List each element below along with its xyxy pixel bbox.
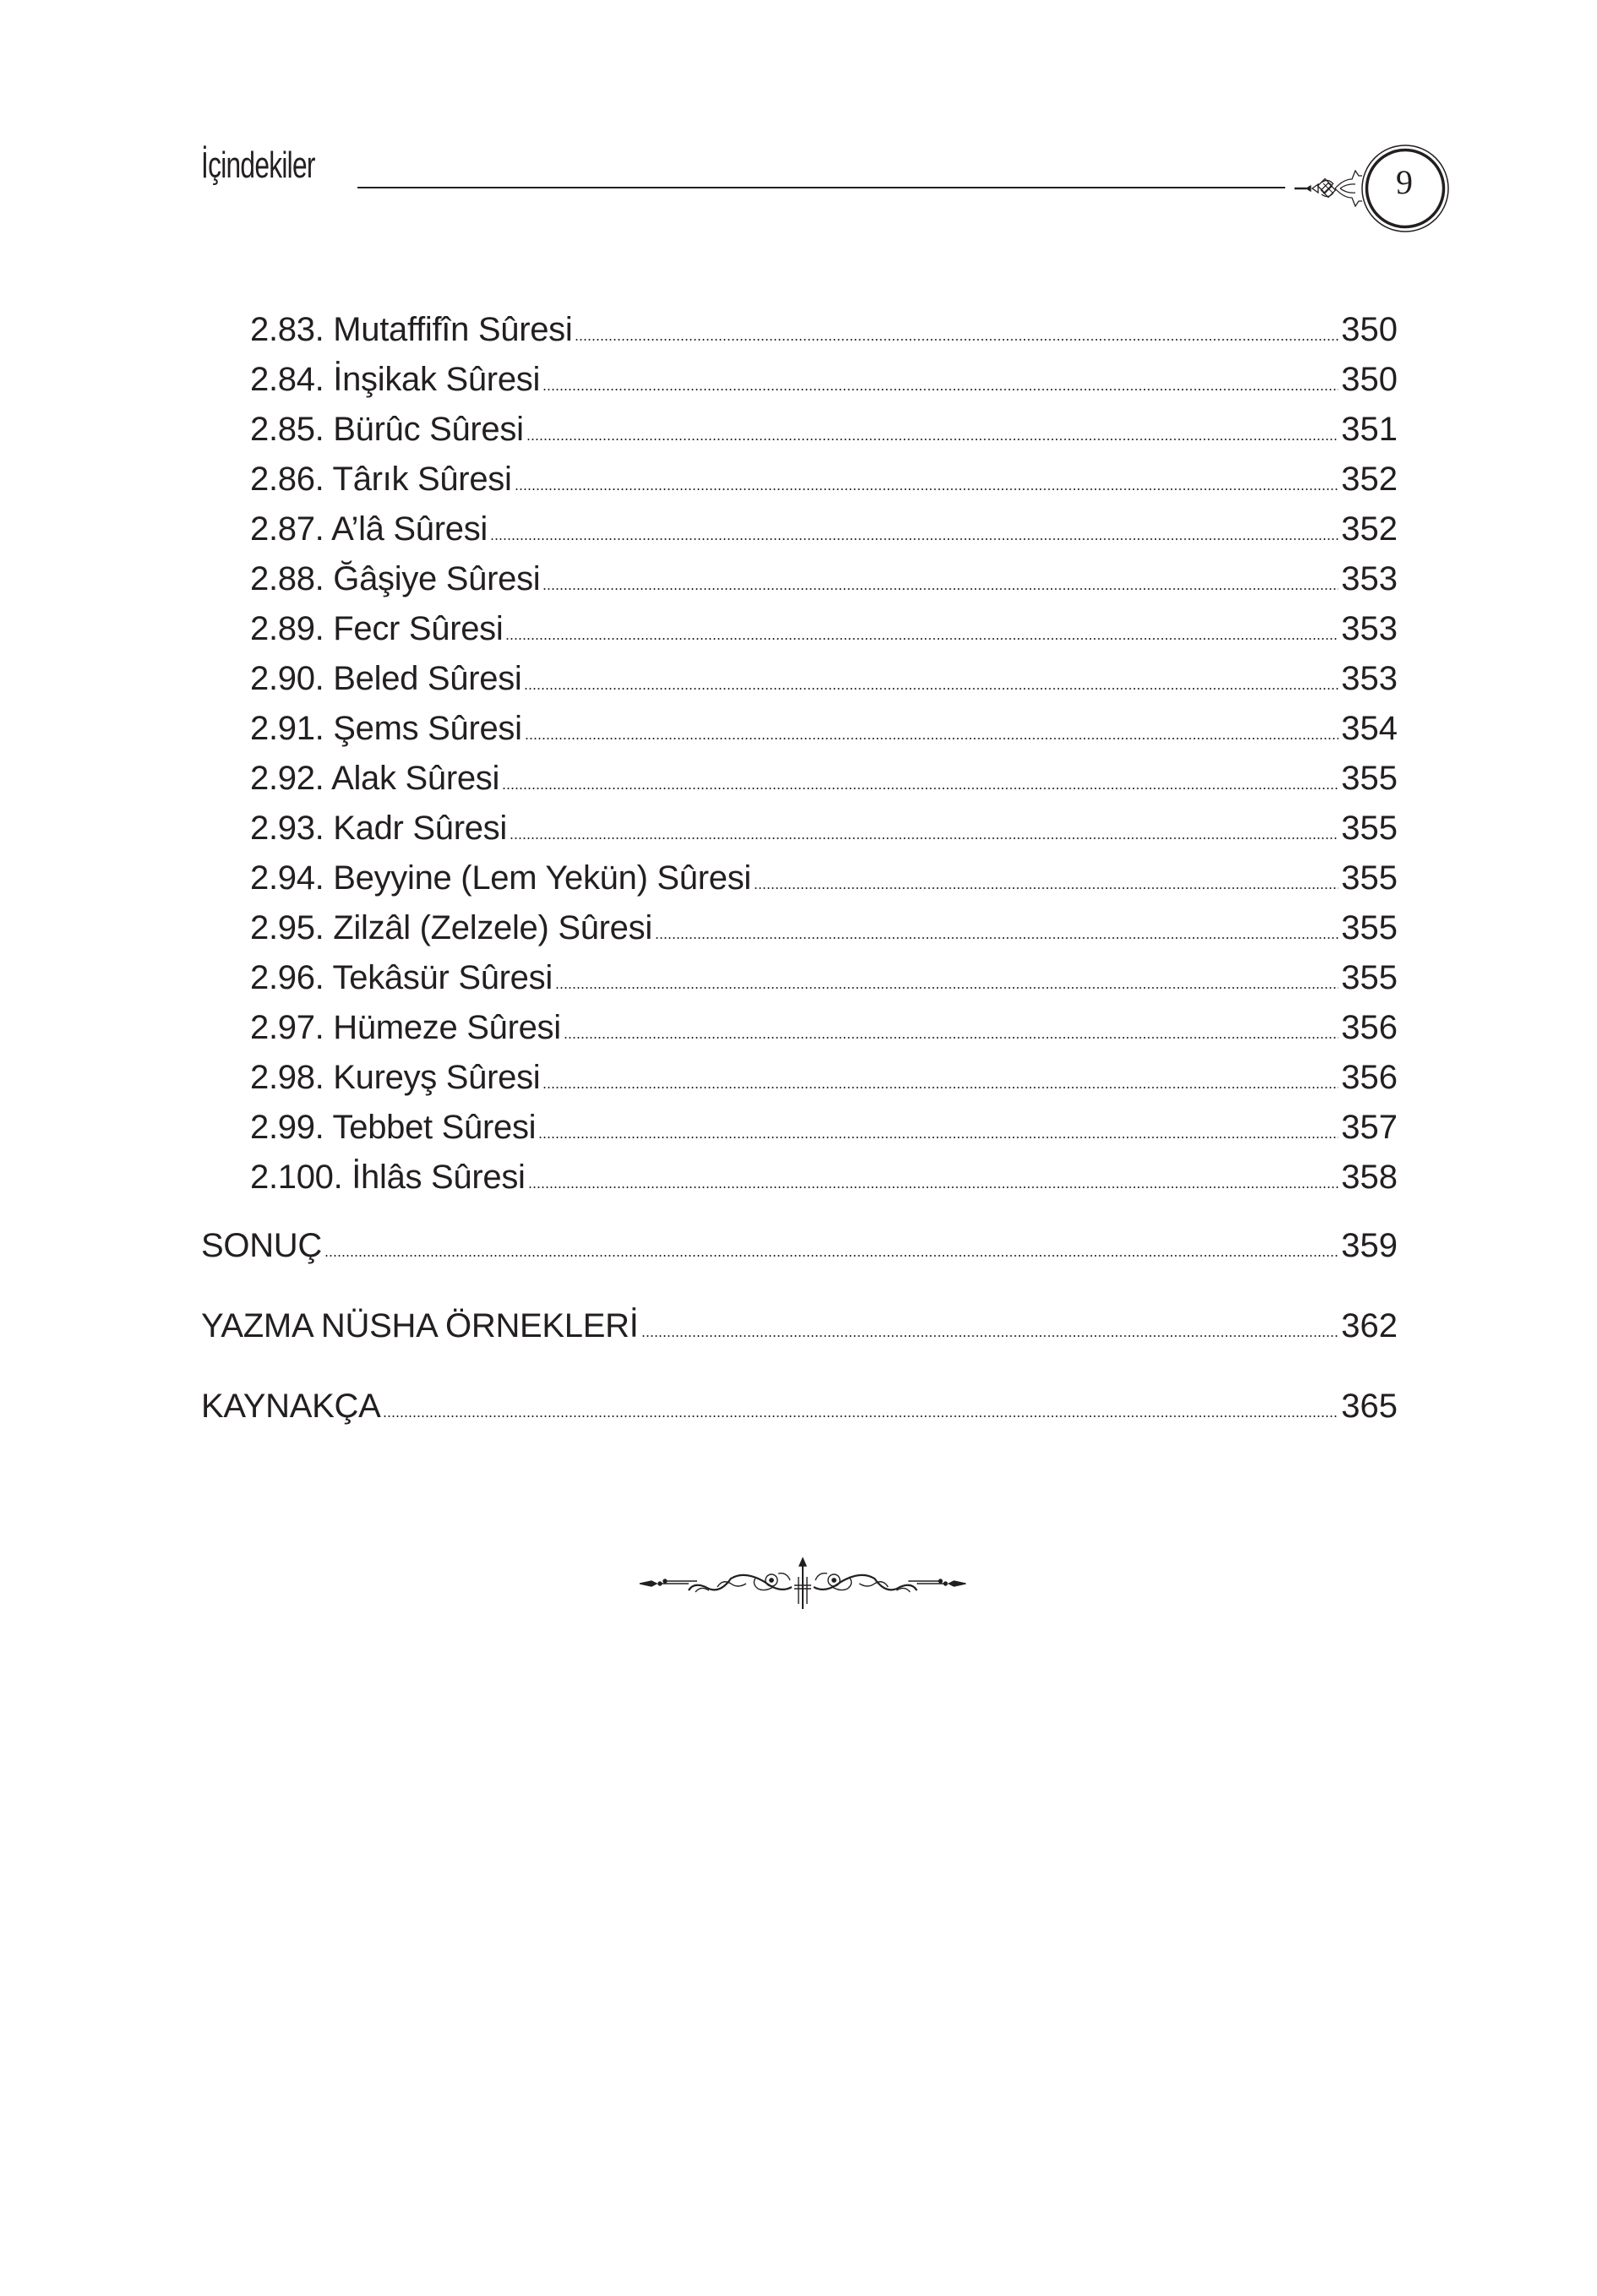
dot-leader xyxy=(383,1415,1338,1417)
toc-entry-page: 350 xyxy=(1341,361,1398,398)
toc-entry[interactable] xyxy=(250,908,1398,948)
toc-entry-label: 2.89. Fecr Sûresi xyxy=(250,610,504,647)
toc-entry[interactable] xyxy=(250,658,1398,699)
dot-leader xyxy=(542,1087,1338,1088)
toc-entry-page: 352 xyxy=(1341,510,1398,548)
toc-entry-page: 355 xyxy=(1341,810,1398,847)
dot-leader xyxy=(542,389,1338,390)
toc-entry-page: 353 xyxy=(1341,560,1398,597)
toc-entry-yazma-nusha-ornekleri[interactable] xyxy=(201,1306,1398,1346)
dot-leader xyxy=(564,1037,1338,1039)
toc-entry-label: 2.85. Bürûc Sûresi xyxy=(250,411,524,448)
toc-entry[interactable] xyxy=(250,1157,1398,1197)
toc-entry-page: 353 xyxy=(1341,660,1398,697)
toc-entry-page: 351 xyxy=(1341,411,1398,448)
toc-entry-page: 353 xyxy=(1341,610,1398,647)
toc-entry[interactable] xyxy=(250,1007,1398,1048)
toc-entry-page: 355 xyxy=(1341,760,1398,797)
toc-entry-page: 352 xyxy=(1341,461,1398,498)
toc-entry-label: YAZMA NÜSHA ÖRNEKLERİ xyxy=(201,1307,639,1344)
dot-leader xyxy=(641,1335,1339,1337)
dot-leader xyxy=(575,339,1338,341)
toc-entry-page: 356 xyxy=(1341,1009,1398,1046)
dot-leader xyxy=(528,1186,1339,1188)
dot-leader xyxy=(542,588,1338,590)
toc-entry-label: 2.99. Tebbet Sûresi xyxy=(250,1109,537,1146)
toc-entry-label: 2.83. Mutaffifîn Sûresi xyxy=(250,311,573,348)
toc-entry-page: 350 xyxy=(1341,311,1398,348)
toc-entry[interactable] xyxy=(250,509,1398,549)
toc-entry-kaynakca[interactable] xyxy=(201,1386,1398,1426)
page-number: 9 xyxy=(1396,163,1413,201)
toc-entry[interactable] xyxy=(250,957,1398,998)
dot-leader xyxy=(655,937,1338,939)
toc-entry[interactable] xyxy=(250,559,1398,599)
dot-leader xyxy=(754,887,1338,889)
toc-entry-page: 354 xyxy=(1341,710,1398,747)
page-header xyxy=(0,0,1597,270)
dot-leader xyxy=(538,1137,1338,1138)
toc-entry-page: 355 xyxy=(1341,859,1398,897)
toc-entry-label: 2.97. Hümeze Sûresi xyxy=(250,1009,561,1046)
running-header-title: İçindekiler xyxy=(201,145,315,186)
dot-leader xyxy=(525,738,1339,739)
toc-entry-label: 2.96. Tekâsür Sûresi xyxy=(250,959,553,996)
toc-entry-label: KAYNAKÇA xyxy=(201,1388,381,1425)
toc-entry[interactable] xyxy=(250,1107,1398,1148)
toc-entry-page: 357 xyxy=(1341,1109,1398,1146)
toc-entry-label: 2.98. Kureyş Sûresi xyxy=(250,1059,541,1096)
toc-entry-label: 2.86. Târık Sûresi xyxy=(250,461,512,498)
toc-entry[interactable] xyxy=(250,459,1398,499)
toc-entry-label: 2.100. İhlâs Sûresi xyxy=(250,1159,526,1196)
toc-entry[interactable] xyxy=(250,608,1398,649)
toc-entry-page: 358 xyxy=(1341,1159,1398,1196)
toc-entry-sonuc[interactable] xyxy=(201,1225,1398,1266)
dot-leader xyxy=(324,1255,1338,1257)
toc-entry-label: 2.92. Alak Sûresi xyxy=(250,760,500,797)
floral-scroll-divider-icon xyxy=(638,1553,967,1612)
toc-entry-label: SONUÇ xyxy=(201,1227,322,1264)
dot-leader xyxy=(515,488,1339,490)
toc-entry-page: 359 xyxy=(1341,1227,1398,1264)
dot-leader xyxy=(502,788,1338,789)
toc-entry-label: 2.88. Ğâşiye Sûresi xyxy=(250,560,541,597)
toc-entry-label: 2.93. Kadr Sûresi xyxy=(250,810,507,847)
toc-entry-label: 2.94. Beyyine (Lem Yekün) Sûresi xyxy=(250,859,751,897)
toc-entry[interactable] xyxy=(250,359,1398,400)
toc-entry[interactable] xyxy=(250,758,1398,799)
toc-entry[interactable] xyxy=(250,808,1398,848)
toc-entry[interactable] xyxy=(250,858,1398,898)
toc-entry-label: 2.91. Şems Sûresi xyxy=(250,710,522,747)
dot-leader xyxy=(490,538,1338,540)
dot-leader xyxy=(510,837,1338,839)
toc-entry-page: 362 xyxy=(1341,1307,1398,1344)
toc-entry-label: 2.84. İnşikak Sûresi xyxy=(250,361,541,398)
header-rule xyxy=(357,187,1285,188)
toc-entry-page: 355 xyxy=(1341,959,1398,996)
toc-entry[interactable] xyxy=(250,409,1398,450)
floral-knot-ornament-icon xyxy=(1291,161,1367,216)
toc-entry-page: 356 xyxy=(1341,1059,1398,1096)
dot-leader xyxy=(505,638,1338,640)
toc-entry[interactable] xyxy=(250,1057,1398,1098)
toc-entry-label: 2.95. Zilzâl (Zelzele) Sûresi xyxy=(250,909,652,946)
dot-leader xyxy=(526,439,1339,440)
dot-leader xyxy=(555,987,1338,989)
toc-entry[interactable] xyxy=(250,309,1398,350)
dot-leader xyxy=(524,688,1338,690)
toc-entry[interactable] xyxy=(250,708,1398,749)
toc-entry-label: 2.90. Beled Sûresi xyxy=(250,660,522,697)
toc-entry-page: 365 xyxy=(1341,1388,1398,1425)
toc-entry-label: 2.87. A’lâ Sûresi xyxy=(250,510,488,548)
toc-entry-page: 355 xyxy=(1341,909,1398,946)
